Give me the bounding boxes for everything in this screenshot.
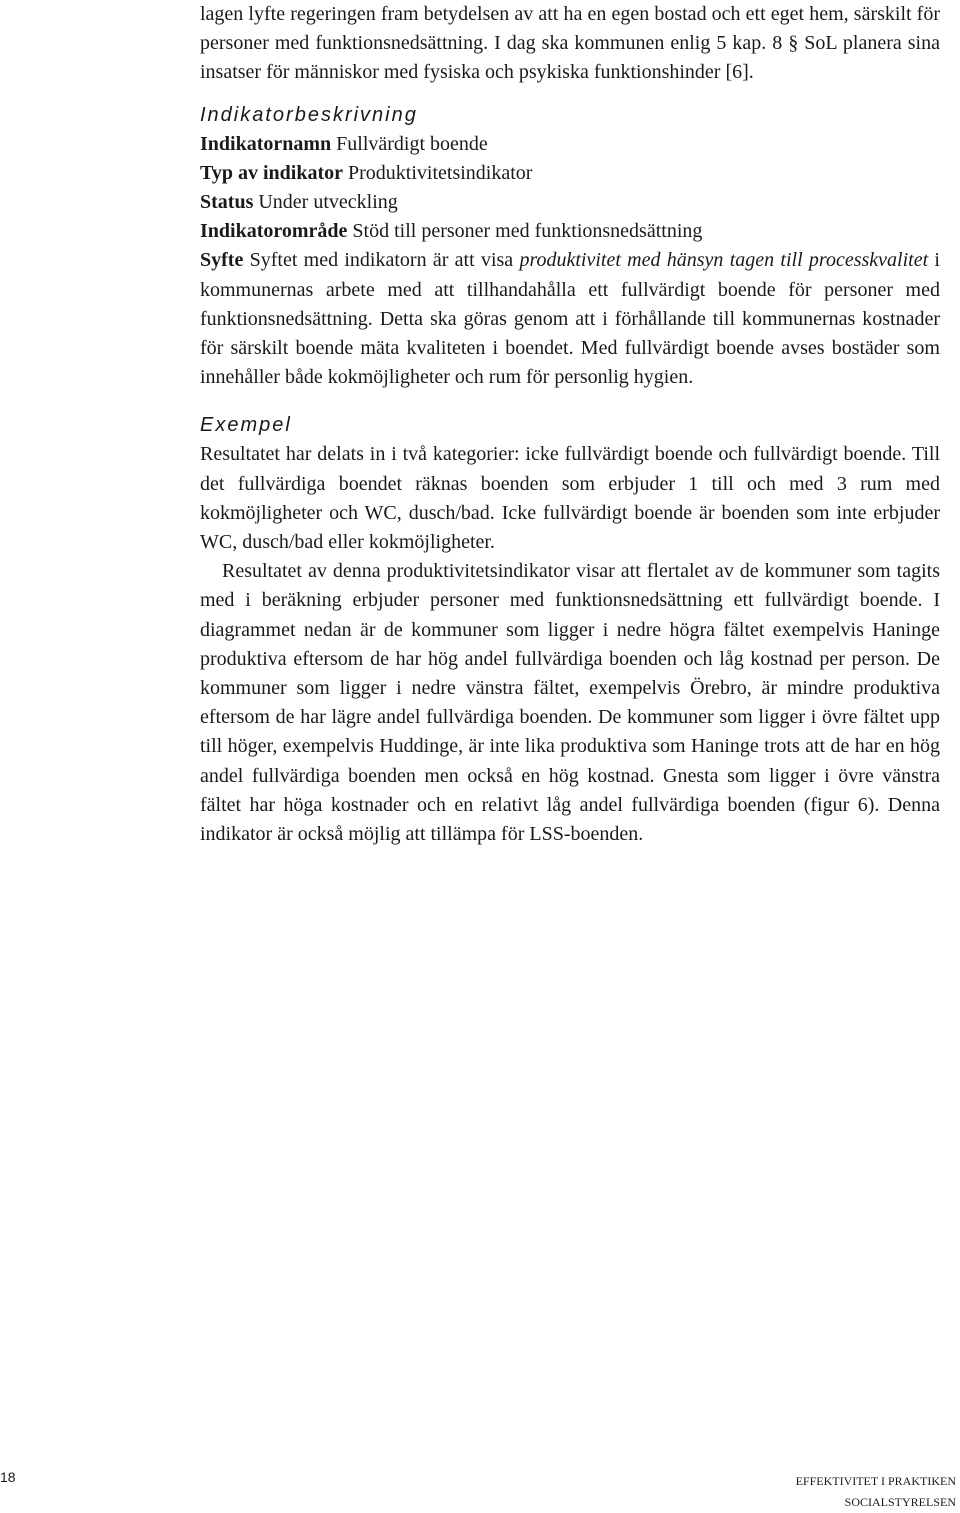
indicator-type-value: Produktivitetsindikator [348,161,533,184]
indicator-description-heading: Indikatorbeskrivning [200,103,418,126]
indicator-area-value: Stöd till personer med funktionsnedsättning [352,220,703,243]
indicator-name-label: Indikatornamn [200,132,332,155]
footer-publisher: SOCIALSTYRELSEN [844,1495,956,1509]
example-paragraph-1: Resultatet har delats in i två kategorier: icke fullvärdigt boende och fullvärdigt boende. Till det fullvärdiga boendet räknas boenden som erbjuder 1 till och med 3 rum med kokmöjligheter och WC, dusch/bad. Icke fullvärdigt boende är boenden som inte erbjuder WC, dusch/bad eller kokmöjligheter. [200,443,940,554]
document-page [200,0,940,849]
indicator-area-label: Indikatorområde [200,220,348,243]
indicator-status-value: Under utveckling [258,191,398,214]
indicator-purpose-emphasis: produktivitet med hänsyn tagen till processkvalitet [519,249,929,272]
footer-publication-title: EFFEKTIVITET I PRAKTIKEN [795,1474,956,1488]
indicator-area-row [200,217,940,246]
page-number: 18 [0,1469,16,1485]
example-heading: Exempel [200,414,292,437]
indicator-purpose-paragraph [200,246,940,392]
indicator-status-label: Status [200,191,254,214]
indicator-type-label: Typ av indikator [200,161,343,184]
footer-publication-info [796,1471,956,1513]
indicator-name-row [200,130,940,159]
indicator-purpose-text-after: i kommunernas arbete med att tillhandahålla ett fullvärdigt boende för personer med funktionsnedsättning. Detta ska göras genom att i förhållande till kommunernas kostnader för särskilt boende mäta kvaliteten i boendet. Med fullvärdigt boende avses bostäder som innehåller både kokmöjligheter och rum för personlig hygien. [200,249,940,389]
indicator-status-row [200,188,940,217]
indicator-type-row [200,159,940,188]
indicator-purpose-text-before: Syftet med indikatorn är att visa [249,249,520,272]
example-paragraph-2: Resultatet av denna produktivitetsindikator visar att flertalet av de kommuner som tagits med i beräkning erbjuder personer med funktionsnedsättning ett fullvärdigt boende. I diagrammet nedan är de kommuner som ligger i nedre högra fältet exempelvis Haninge produktiva eftersom de har hög andel fullvärdiga boenden och låg kostnad per person. De kommuner som ligger i nedre vänstra fältet, exempelvis Örebro, är mindre produktiva eftersom de har lägre andel fullvärdiga boenden. De kommuner som ligger i övre fältet upp till höger, exempelvis Huddinge, är inte lika produktiva som Haninge trots att de har en hög andel fullvärdiga boenden men också en hög kostnad. Gnesta som ligger i övre vänstra fältet har höga kostnader och en relativt låg andel fullvärdiga boenden (figur 6). Denna indikator är också möjlig att tillämpa för LSS-boenden. [200,560,940,846]
indicator-name-value: Fullvärdigt boende [336,132,488,155]
intro-paragraph: lagen lyfte regeringen fram betydelsen av att ha en egen bostad och ett eget hem, särskilt för personer med funktionsnedsättning. I dag ska kommunen enlig 5 kap. 8 § SoL planera sina insatser för människor med fysiska och psykiska funktionshinder [6]. [200,3,940,84]
indicator-purpose-label: Syfte [200,249,244,272]
